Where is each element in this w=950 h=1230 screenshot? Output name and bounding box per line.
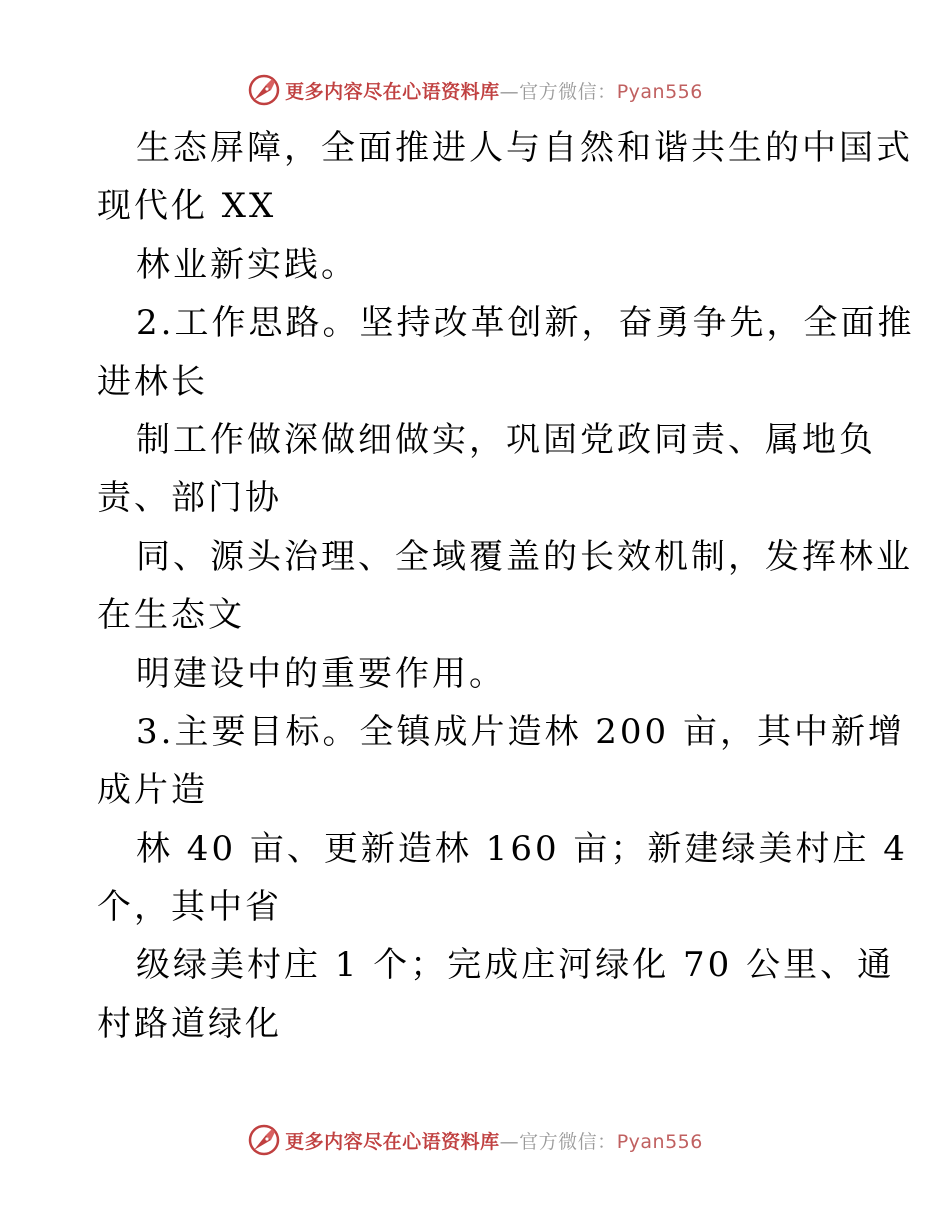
text-line: 林 40 亩、更新造林 160 亩；新建绿美村庄 4 [136,828,908,869]
banner-site-text: 更多内容尽在心语资料库 [285,1130,500,1153]
text-line: 3.主要目标。全镇成片造林 200 亩，其中新增 [136,711,905,752]
pen-nib-logo-icon [247,73,281,107]
text-line: 林业新实践。 [136,244,358,285]
text-line: 责、部门协 [97,478,282,519]
text-line: 生态屏障，全面推进人与自然和谐共生的中国式 [136,128,913,168]
banner-separator: — [499,80,520,103]
text-line: 制工作做深做细做实，巩固党政同责、属地负 [136,419,876,460]
text-line: 级绿美村庄 1 个；完成庄河绿化 70 公里、通 [136,945,895,986]
text-line: 2.工作思路。坚持改革创新，奋勇争先，全面推 [136,303,915,344]
banner-wechat-label: 官方微信： [519,1130,617,1153]
document-body [97,124,915,1058]
banner-site-text: 更多内容尽在心语资料库 [285,80,500,103]
pen-nib-logo-icon [247,1123,281,1157]
text-line: 进林长 [97,361,208,402]
banner-wechat-label: 官方微信： [519,80,617,103]
banner-wechat-id: Pyan556 [616,80,703,103]
text-line: 成片造 [97,770,208,811]
text-line: 明建设中的重要作用。 [136,653,506,694]
text-line: 个，其中省 [97,887,282,928]
text-line: 现代化 XX [97,186,277,227]
footer-banner [0,1120,950,1160]
text-line: 在生态文 [97,595,245,636]
text-line: 村路道绿化 [97,1003,282,1044]
banner-separator: — [499,1130,520,1153]
banner-wechat-id: Pyan556 [616,1130,703,1153]
text-line: 同、源头治理、全域覆盖的长效机制，发挥林业 [136,536,913,577]
header-banner [0,70,950,110]
